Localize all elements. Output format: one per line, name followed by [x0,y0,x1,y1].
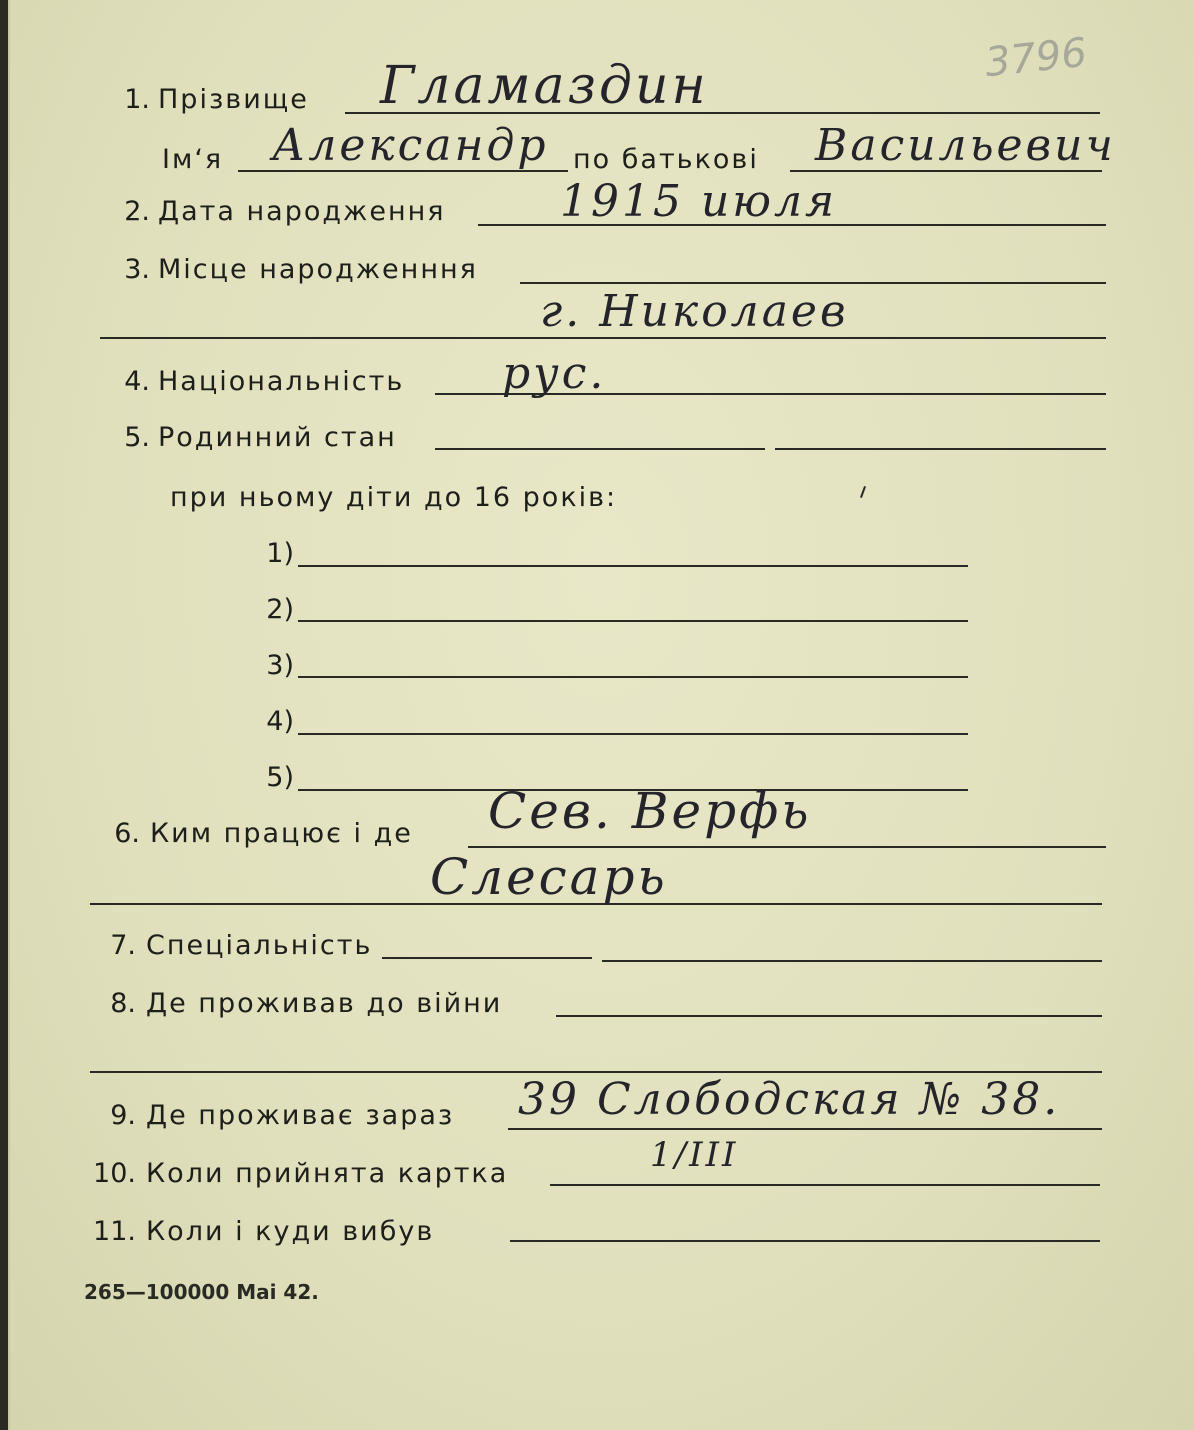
marital-status-line-2 [775,448,1106,450]
field-10-number: 10. [93,1158,136,1189]
birth-place-line [520,282,1106,284]
card-accepted-value: 1/III [650,1135,739,1175]
work-label: Ким працює і де [150,818,413,849]
work-value-2: Слесарь [430,848,668,906]
child-3-number: 3) [266,650,294,681]
field-9-number: 9. [110,1100,136,1131]
nationality-value: рус. [502,348,607,399]
card-accepted-line [550,1184,1100,1186]
work-value: Сев. Верфь [488,782,812,840]
child-1-number: 1) [266,538,294,569]
patronymic-value: Васильевич [815,120,1116,171]
child-4-line [298,733,968,735]
birth-date-label: Дата народження [158,196,446,227]
birth-place-line-2 [100,337,1106,339]
birth-place-value: г. Николаев [540,286,849,337]
current-address-line [508,1128,1102,1130]
archive-number: 3796 [982,29,1089,87]
birth-date-value: 1915 июля [560,176,838,227]
field-4-number: 4. [124,366,150,397]
card-accepted-label: Коли прийнята картка [146,1158,509,1189]
patronymic-label: по батькові [573,144,759,175]
marital-status-label: Родинний стан [158,422,397,453]
surname-value: Гламаздин [380,56,709,116]
child-3-line [298,676,968,678]
child-1-line [298,565,968,567]
current-address-value: 39 Слободская № 38. [518,1074,1061,1125]
child-2-number: 2) [266,594,294,625]
registration-card [8,0,1194,1430]
field-3-number: 3. [124,254,150,285]
field-2-number: 2. [124,196,150,227]
prewar-address-line [556,1015,1102,1017]
specialty-label: Спеціальність [146,930,373,961]
specialty-line-2 [602,960,1102,962]
first-name-label: Ім‘я [162,144,224,175]
field-11-number: 11. [93,1216,136,1247]
marital-status-line [435,448,765,450]
prewar-address-line-2 [90,1071,1102,1073]
field-1-number: 1. [124,84,150,115]
children-label: при ньому діти до 16 років: [170,482,618,513]
departure-label: Коли і куди вибув [146,1216,435,1247]
specialty-line [382,957,592,959]
field-7-number: 7. [110,930,136,961]
surname-label: Прізвище [158,84,309,115]
field-6-number: 6. [114,818,140,849]
birth-place-label: Місце народженння [158,254,478,285]
print-run-footer: 265—100000 Mai 42. [84,1280,319,1304]
prewar-address-label: Де проживав до війни [146,988,503,1019]
current-address-label: Де проживає зараз [146,1100,455,1131]
child-2-line [298,620,968,622]
field-8-number: 8. [110,988,136,1019]
child-5-number: 5) [266,762,294,793]
nationality-label: Національність [158,366,405,397]
child-4-number: 4) [266,706,294,737]
first-name-value: Александр [272,120,549,171]
pen-mark [860,486,866,498]
field-5-number: 5. [124,422,150,453]
departure-line [510,1240,1100,1242]
